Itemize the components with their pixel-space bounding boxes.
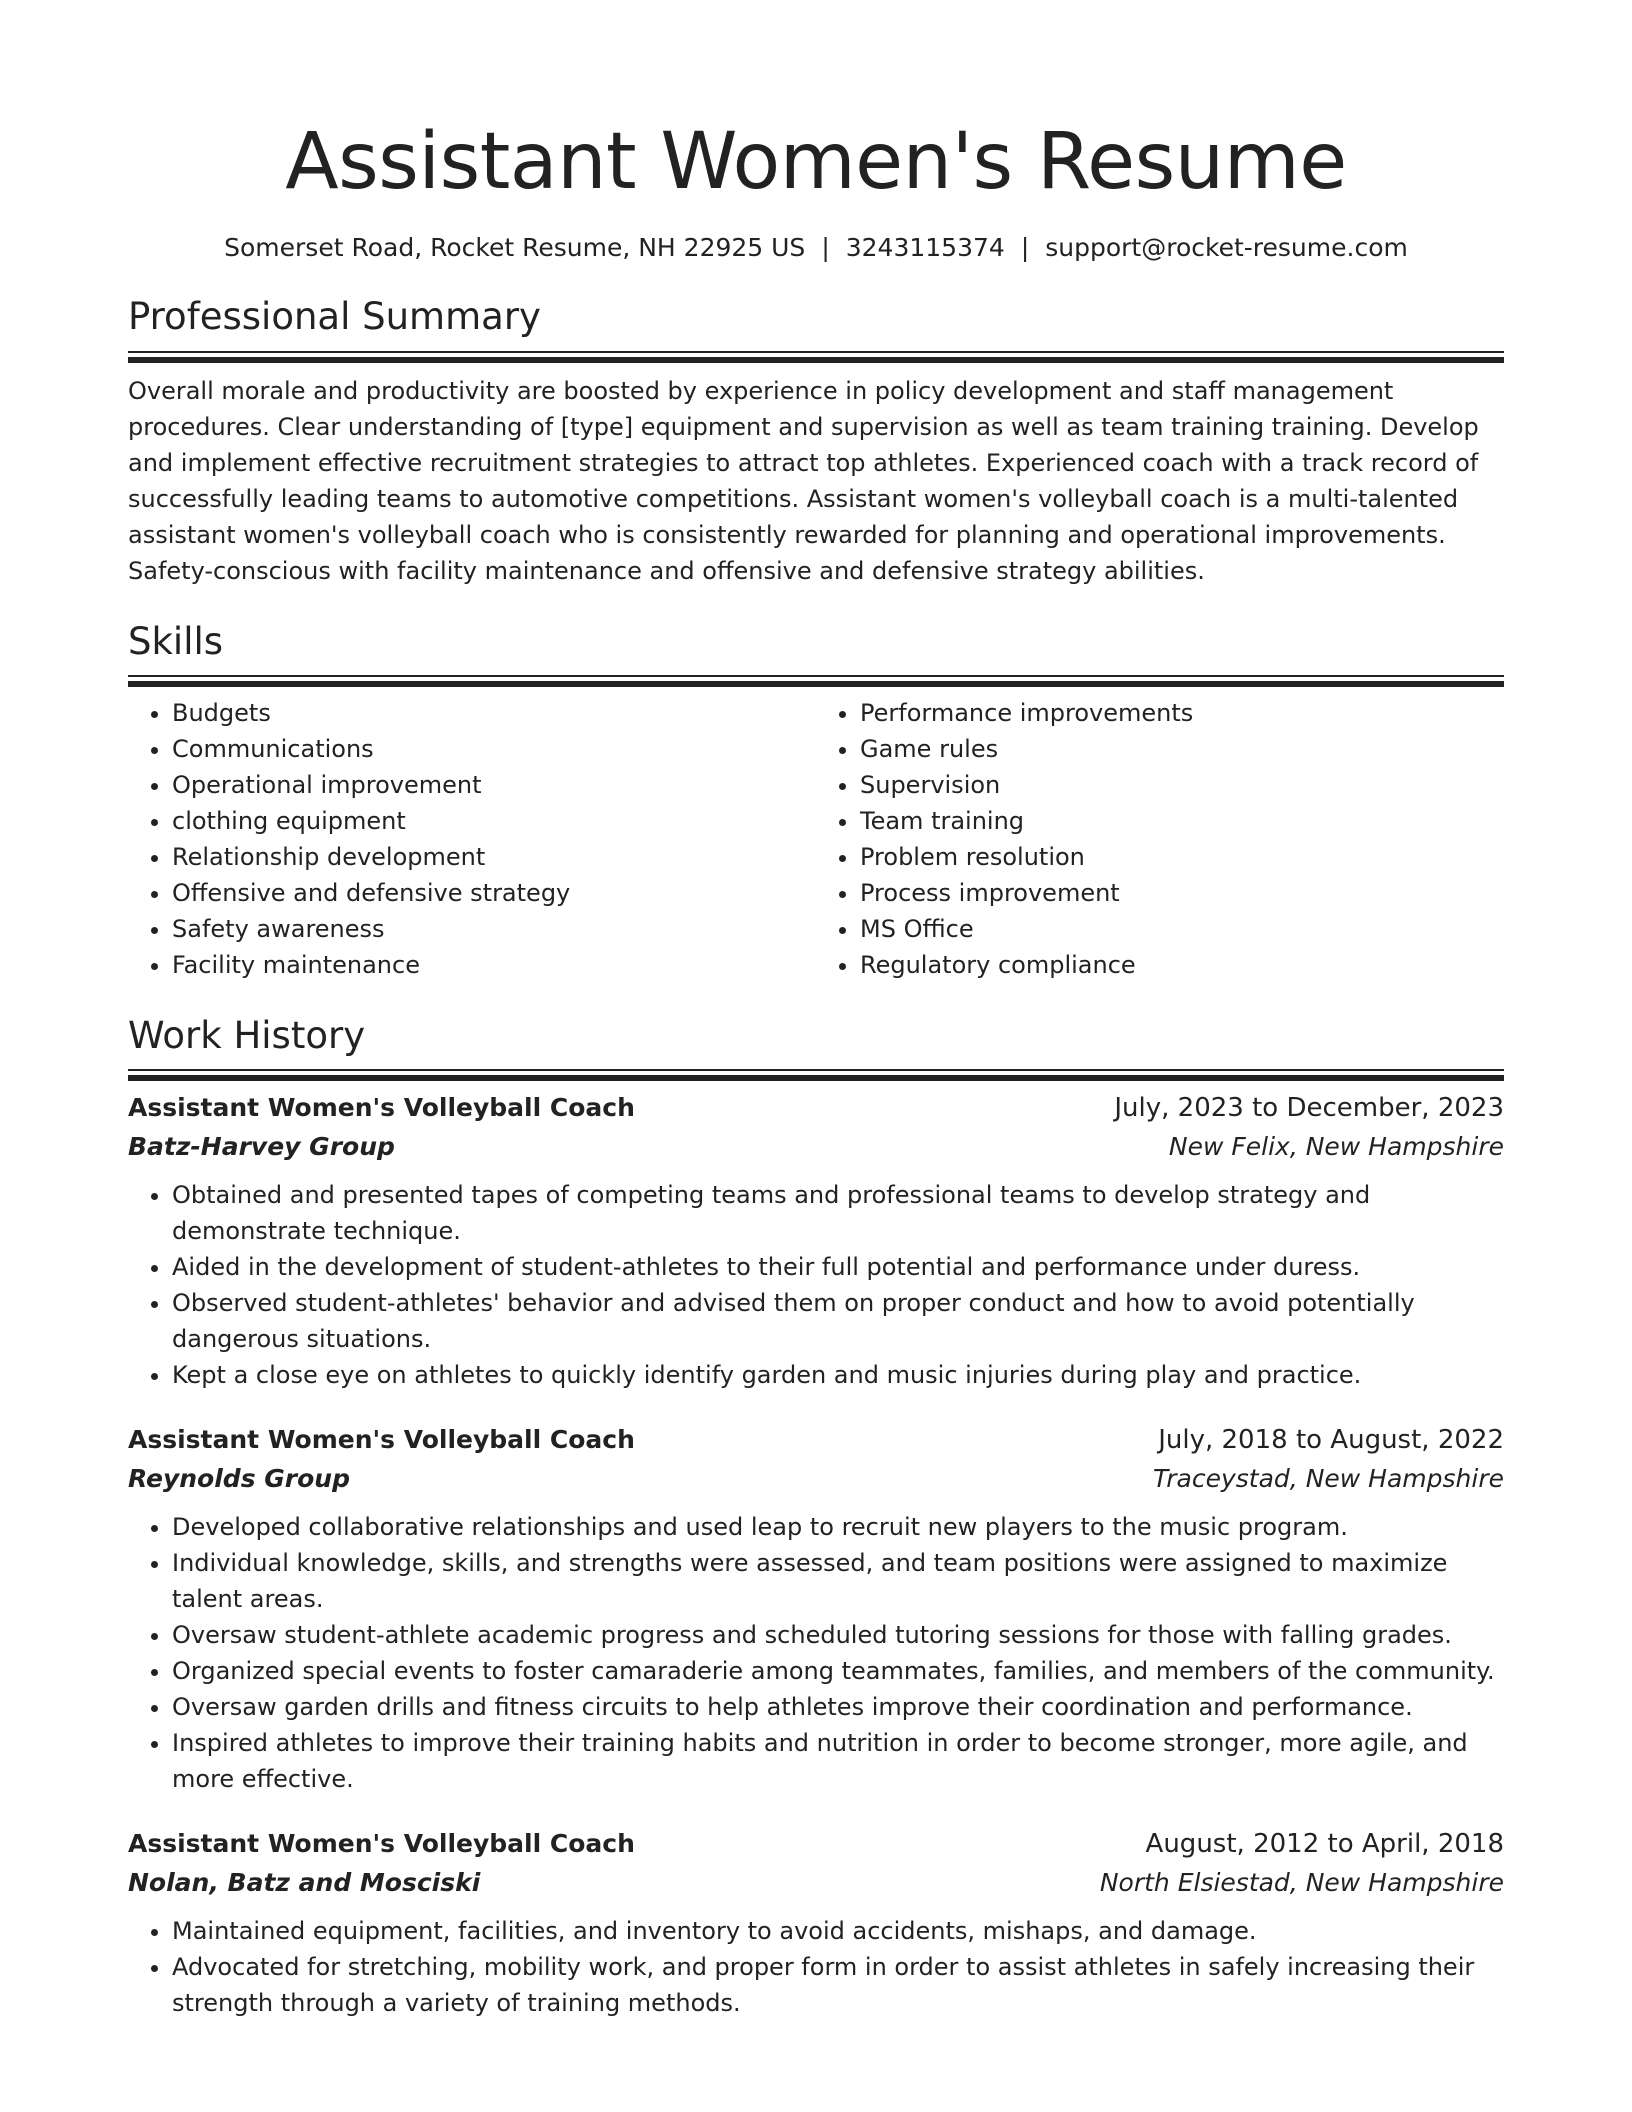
contact-phone: 3243115374 <box>845 232 1005 262</box>
contact-separator: | <box>1020 232 1030 262</box>
skill-item: • Game rules <box>860 731 1504 767</box>
job-entry <box>128 1421 1504 1797</box>
job-bullet: • Organized special events to foster camaraderie among teammates, families, and members of the community. <box>172 1653 1504 1689</box>
section-divider <box>128 675 1504 681</box>
job-bullet: • Kept a close eye on athletes to quickly identify garden and music injuries during play and practice. <box>172 1357 1504 1393</box>
job-bullet: • Developed collaborative relationships and used leap to recruit new players to the music program. <box>172 1509 1504 1545</box>
skill-item: • Process improvement <box>860 875 1504 911</box>
summary-text: Overall morale and productivity are boosted by experience in policy development and staff management procedures. Clear understanding of [type] equipment and supervision as well as team training training. Develop and implement effective recruitment strategies to attract top athletes. Experienced coach with a track record of successfully leading teams to automotive competitions. Assistant women's volleyball coach is a multi-talented assistant women's volleyball coach who is consistently rewarded for planning and operational improvements. Safety-conscious with facility maintenance and offensive and defensive strategy abilities. <box>128 376 1479 585</box>
skill-item: • Relationship development <box>172 839 816 875</box>
skill-item: • Operational improvement <box>172 767 816 803</box>
job-bullets <box>128 1509 1504 1797</box>
skill-item: • MS Office <box>860 911 1504 947</box>
job-bullet: • Oversaw garden drills and fitness circuits to help athletes improve their coordination and performance. <box>172 1689 1504 1725</box>
resume-title: Assistant Women's Resume <box>285 117 1347 207</box>
skill-item: • Facility maintenance <box>172 947 816 983</box>
contact-separator: | <box>821 232 830 262</box>
summary-section <box>128 294 1504 588</box>
section-heading-skills: Skills <box>128 619 224 663</box>
skill-item: • Supervision <box>860 767 1504 803</box>
job-header <box>128 1421 1504 1459</box>
job-location: North Elsiestad, New Hampshire <box>1099 1868 1504 1898</box>
skill-item: • Communications <box>172 731 816 767</box>
contact-line <box>128 232 1504 265</box>
job-entry <box>128 1089 1504 1393</box>
job-bullet: • Oversaw student-athlete academic progress and scheduled tutoring sessions for those with falling grades. <box>172 1617 1504 1653</box>
skill-item: • Safety awareness <box>172 911 816 947</box>
skills-list-left <box>128 695 816 983</box>
contact-email: support@rocket-resume.com <box>1045 232 1408 262</box>
job-bullet: • Aided in the development of student-athletes to their full potential and performance under duress. <box>172 1249 1504 1285</box>
job-company: Nolan, Batz and Mosciski <box>128 1868 481 1898</box>
job-location: Traceystad, New Hampshire <box>1152 1464 1504 1494</box>
job-bullet: • Individual knowledge, skills, and strengths were assessed, and team positions were assigned to maximize talent areas. <box>172 1545 1504 1617</box>
job-bullet: • Inspired athletes to improve their training habits and nutrition in order to become stronger, more agile, and more effective. <box>172 1725 1504 1797</box>
section-divider <box>128 351 1504 357</box>
skill-item: • clothing equipment <box>172 803 816 839</box>
skills-section <box>128 619 1504 983</box>
job-bullet: • Advocated for stretching, mobility work, and proper form in order to assist athletes in safely increasing their strength through a variety of training methods. <box>172 1949 1504 2021</box>
job-header <box>128 1825 1504 1863</box>
job-subheader <box>128 1863 1504 1903</box>
job-bullets <box>128 1177 1504 1393</box>
job-title: Assistant Women's Volleyball Coach <box>128 1425 635 1455</box>
job-bullet: • Observed student-athletes' behavior and advised them on proper conduct and how to avoid potentially dangerous situations. <box>172 1285 1504 1357</box>
job-bullets <box>128 1913 1504 2021</box>
work-history-section <box>128 1013 1504 2021</box>
skills-list-right <box>816 695 1504 983</box>
job-dates: July, 2023 to December, 2023 <box>1114 1093 1504 1124</box>
skill-item: • Offensive and defensive strategy <box>172 875 816 911</box>
job-bullet: • Maintained equipment, facilities, and inventory to avoid accidents, mishaps, and damage. <box>172 1913 1504 1949</box>
job-title: Assistant Women's Volleyball Coach <box>128 1829 635 1859</box>
section-heading-summary: Professional Summary <box>128 295 541 339</box>
job-subheader <box>128 1127 1504 1167</box>
job-dates: August, 2012 to April, 2018 <box>1145 1829 1504 1860</box>
section-heading-work-history: Work History <box>128 1013 366 1057</box>
contact-address: Somerset Road, Rocket Resume, NH 22925 US <box>224 232 806 262</box>
job-dates: July, 2018 to August, 2022 <box>1158 1425 1504 1456</box>
skill-item: • Team training <box>860 803 1504 839</box>
job-entry <box>128 1825 1504 2021</box>
job-title: Assistant Women's Volleyball Coach <box>128 1093 635 1123</box>
skill-item: • Performance improvements <box>860 695 1504 731</box>
section-divider <box>128 1069 1504 1075</box>
skill-item: • Problem resolution <box>860 839 1504 875</box>
job-location: New Felix, New Hampshire <box>1168 1132 1504 1162</box>
job-company: Batz-Harvey Group <box>128 1132 395 1162</box>
job-header <box>128 1089 1504 1127</box>
job-subheader <box>128 1459 1504 1499</box>
job-bullet: • Obtained and presented tapes of competing teams and professional teams to develop strategy and demonstrate technique. <box>172 1177 1504 1249</box>
skill-item: • Regulatory compliance <box>860 947 1504 983</box>
skill-item: • Budgets <box>172 695 816 731</box>
skills-columns <box>128 695 1504 983</box>
job-company: Reynolds Group <box>128 1464 350 1494</box>
